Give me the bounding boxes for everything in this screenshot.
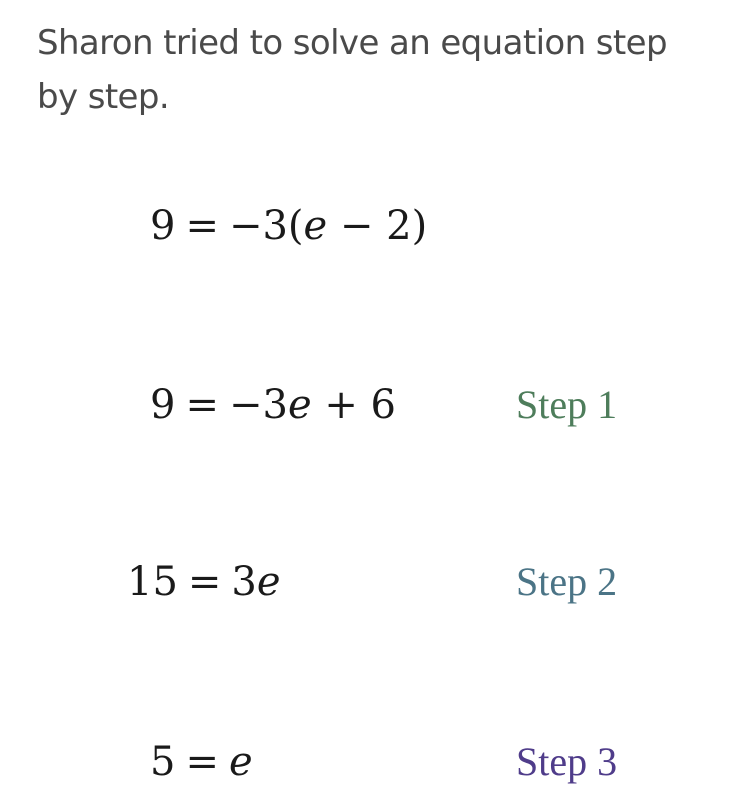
step-3-label: Step 3 <box>516 739 618 784</box>
equation-step-3 <box>150 738 253 786</box>
step-2-label: Step 2 <box>516 559 618 604</box>
variable-e: e <box>303 203 328 249</box>
equation-original <box>150 202 427 250</box>
equals-sign: = <box>185 203 219 249</box>
equals-sign: = <box>185 382 219 428</box>
equation-rhs-part: −3( <box>228 203 304 249</box>
equation-rhs-part: −3 <box>228 382 288 428</box>
equals-sign: = <box>185 739 219 785</box>
equation-lhs: 5 <box>150 739 176 785</box>
equation-step-2 <box>127 558 281 606</box>
equation-rhs-part: 3 <box>231 559 257 605</box>
equation-rhs-part: − 2) <box>327 203 428 249</box>
equation-rhs-part: + 6 <box>311 382 397 428</box>
equals-sign: = <box>187 559 222 605</box>
variable-e: e <box>256 559 281 605</box>
variable-e: e <box>287 382 312 428</box>
equation-lhs: 9 <box>150 382 176 428</box>
equation-lhs: 9 <box>150 203 176 249</box>
problem-statement: Sharon tried to solve an equation step by step. <box>37 23 667 117</box>
equation-lhs: 15 <box>127 559 178 605</box>
step-1-label: Step 1 <box>516 382 618 427</box>
variable-e: e <box>228 739 253 785</box>
equation-step-1 <box>150 381 396 429</box>
